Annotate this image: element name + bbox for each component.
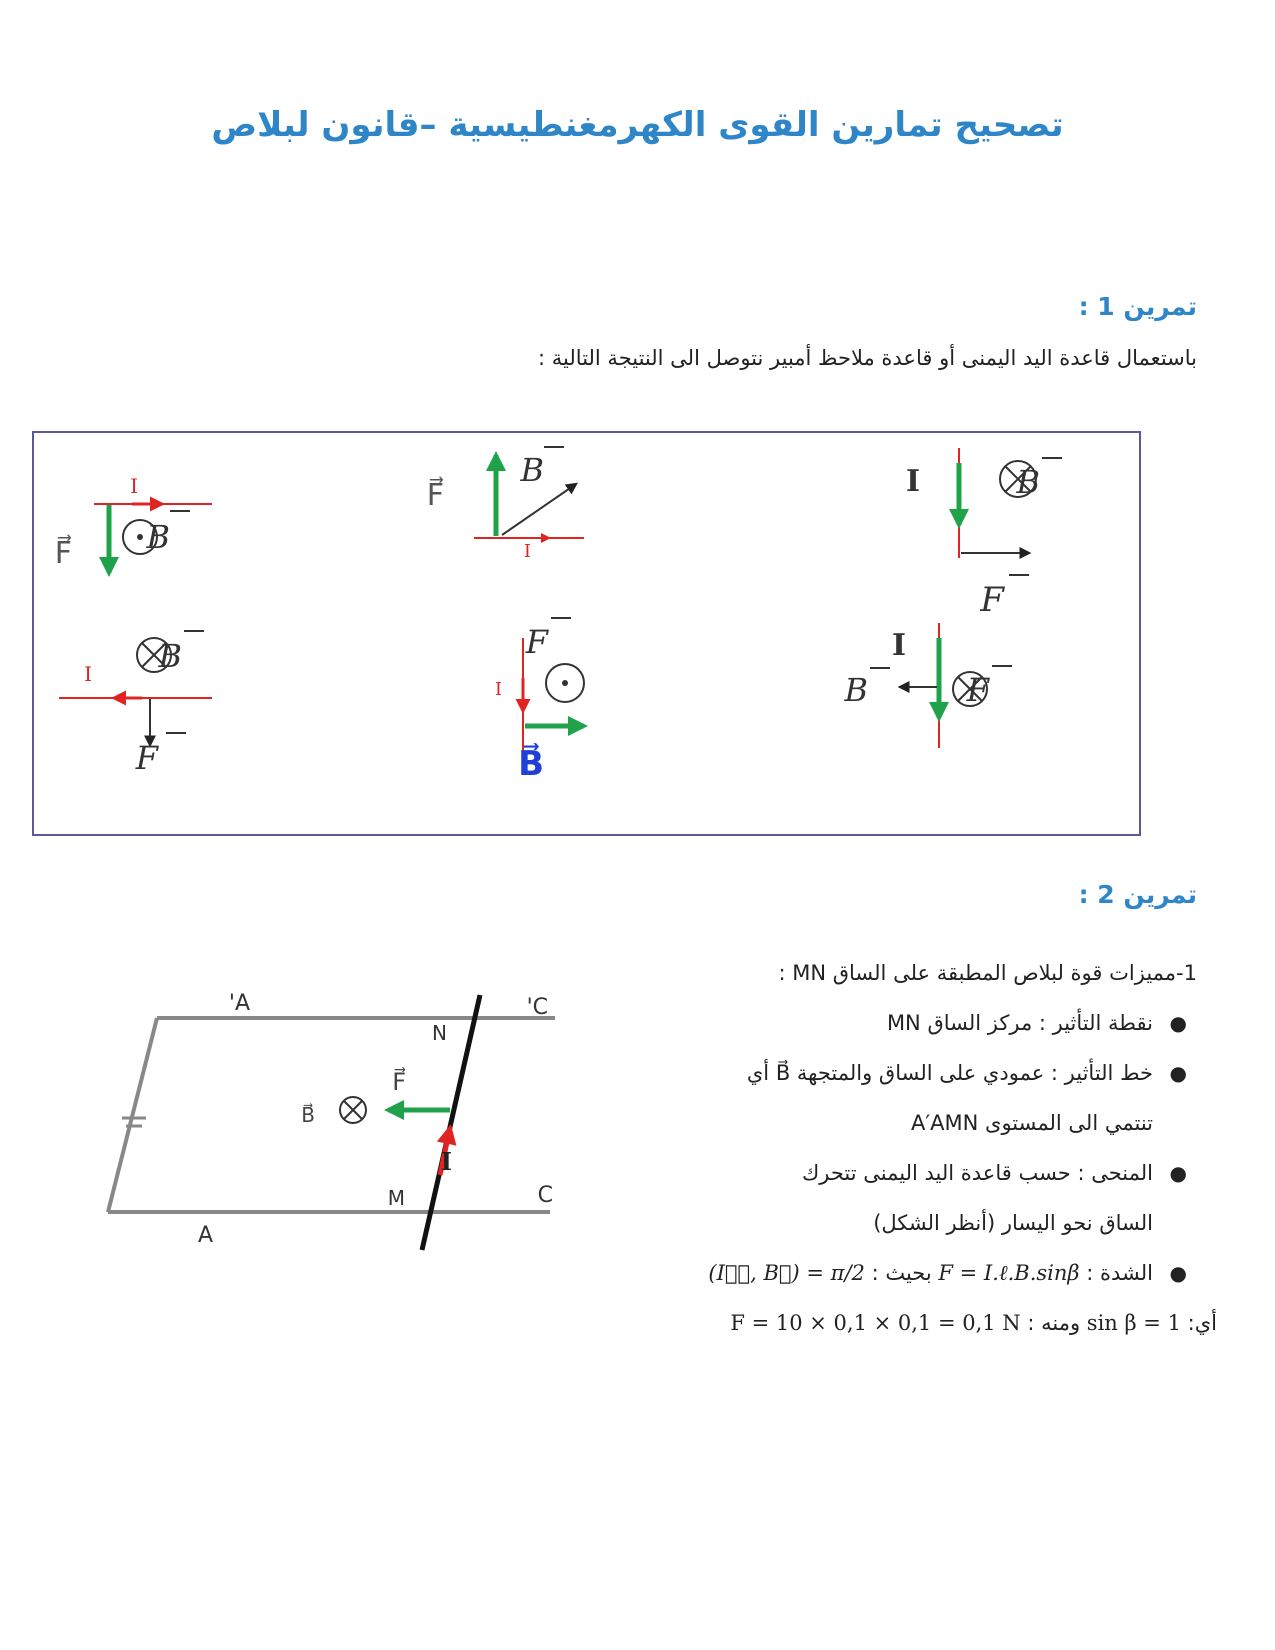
- current-label: I: [440, 1147, 452, 1176]
- exercise1-intro: باستعمال قاعدة اليد اليمنى أو قاعدة ملاحظ أمبير نتوصل الى النتيجة التالية :: [538, 346, 1197, 370]
- field-label: B: [844, 671, 868, 709]
- diagram-top-middle: [427, 447, 584, 562]
- exercise2-circuit: [100, 990, 620, 1280]
- magnitude-label: الشدة :: [1086, 1261, 1153, 1285]
- force-label: F⃗: [54, 536, 72, 571]
- field-label: B: [520, 451, 544, 489]
- line-of-action: خط التأثير : عمودي على الساق والمتجهة B⃗ أي: [746, 1061, 1153, 1085]
- label-C: C: [537, 1183, 553, 1208]
- bullet-icon: ●: [1169, 1261, 1187, 1285]
- page-title: تصحيح تمارين القوى الكهرمغنطيسية –قانون لبلاص: [211, 105, 1064, 145]
- exercise2-heading: تمرين 2 :: [1078, 880, 1197, 909]
- result-prefix: أي:: [1187, 1311, 1217, 1335]
- force-label: F⃗: [392, 1068, 406, 1096]
- label-C-prime: C': [526, 995, 548, 1020]
- current-label: I: [891, 628, 906, 663]
- bullet-icon: ●: [1169, 1011, 1187, 1035]
- magnitude-formula: F = I.ℓ.B.sinβ: [938, 1261, 1080, 1285]
- field-label: B: [158, 637, 182, 675]
- result-line: [637, 1298, 1217, 1348]
- exercise1-heading: تمرين 1 :: [1078, 292, 1197, 321]
- label-A: A: [197, 1223, 213, 1248]
- line-of-action-plane: تنتمي الى المستوى A′AMN: [911, 1111, 1153, 1135]
- list-item: [637, 998, 1197, 1048]
- force-label: F⃗: [426, 478, 444, 513]
- diagram-bottom-middle: [495, 618, 584, 784]
- rails-circuit-diagram: [100, 990, 620, 1280]
- sin-expression: sin β = 1: [1086, 1311, 1181, 1335]
- question-1: 1-مميزات قوة لبلاص المطبقة على الساق MN :: [778, 961, 1197, 985]
- bullet-icon: ●: [1169, 1061, 1187, 1085]
- force-label: F: [135, 739, 158, 777]
- force-label: F: [525, 623, 548, 661]
- result-then: ومنه :: [1027, 1311, 1081, 1335]
- force-label: F: [966, 671, 989, 709]
- field-label: B: [1016, 463, 1040, 501]
- direction: المنحى : حسب قاعدة اليد اليمنى تتحرك: [801, 1161, 1153, 1185]
- list-item-continuation: [637, 1198, 1197, 1248]
- magnitude-where: بحيث :: [871, 1261, 932, 1285]
- current-label: I: [84, 662, 92, 686]
- force-diagrams: [34, 433, 1139, 834]
- label-A-prime: A': [228, 991, 250, 1016]
- current-label: I: [494, 679, 502, 700]
- list-item: [637, 1148, 1197, 1198]
- result-expression: F = 10 × 0,1 × 0,1 = 0,1 N: [730, 1311, 1021, 1335]
- label-N: N: [432, 1021, 447, 1045]
- field-label: B: [146, 518, 170, 556]
- exercise1-figures: [32, 431, 1141, 836]
- diagram-top-left: [55, 474, 212, 573]
- diagram-bottom-right: [843, 623, 1012, 748]
- angle-expression: (Iℓ⃗, B⃗) = π/2: [708, 1261, 865, 1285]
- bullet-icon: ●: [1169, 1161, 1187, 1185]
- current-label: I: [905, 464, 920, 499]
- list-item-continuation: [637, 1098, 1197, 1148]
- field-label: B⃗: [301, 1103, 315, 1127]
- list-item: [637, 1248, 1197, 1298]
- list-item: [637, 1048, 1197, 1098]
- current-label: I: [523, 541, 531, 562]
- direction-detail: الساق نحو اليسار (أنظر الشكل): [873, 1211, 1153, 1235]
- label-M: M: [387, 1186, 405, 1210]
- diagram-top-right: [906, 448, 1062, 620]
- force-label: F: [980, 580, 1004, 620]
- field-label: B⃗: [518, 744, 544, 784]
- diagram-bottom-left: [59, 631, 212, 777]
- exercise2-answer: [637, 948, 1217, 1348]
- point-of-application: نقطة التأثير : مركز الساق MN: [886, 1011, 1153, 1035]
- current-label: I: [130, 474, 138, 498]
